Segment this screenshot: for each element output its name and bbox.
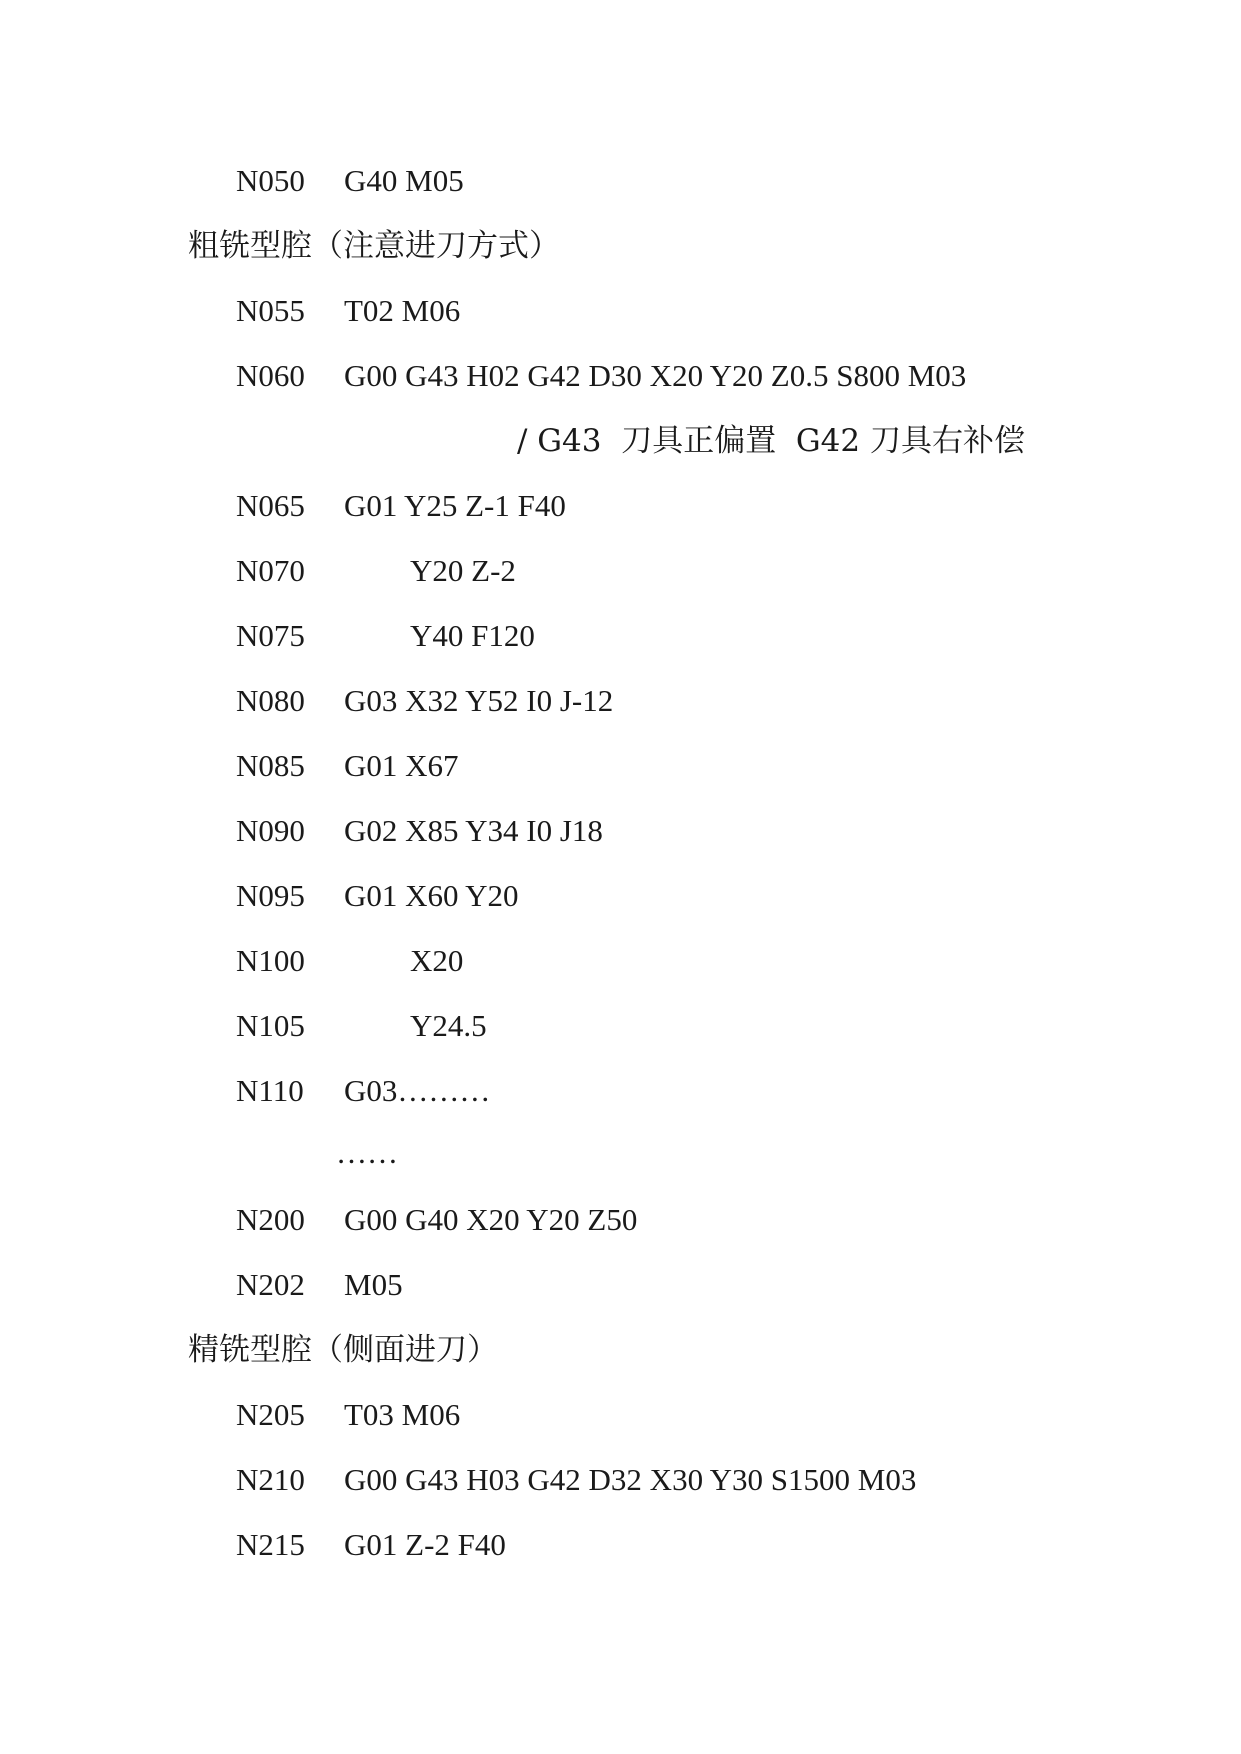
code-text: T02 M06 bbox=[344, 293, 461, 328]
code-text: T03 M06 bbox=[344, 1397, 461, 1432]
line-number: N090 bbox=[236, 813, 305, 848]
code-text: Y40 F120 bbox=[410, 618, 535, 653]
line-number: N080 bbox=[236, 683, 305, 718]
code-text: G01 X67 bbox=[344, 748, 459, 783]
line-number: N215 bbox=[236, 1527, 305, 1562]
line-number: N075 bbox=[236, 618, 305, 653]
line-number: N060 bbox=[236, 358, 305, 393]
code-text: G00 G43 H03 G42 D32 X30 Y30 S1500 M03 bbox=[344, 1462, 917, 1497]
line-number: N105 bbox=[236, 1008, 305, 1043]
line-number: N055 bbox=[236, 293, 305, 328]
section-heading: 精铣型腔（侧面进刀） bbox=[188, 1332, 498, 1368]
line-number: N050 bbox=[236, 163, 305, 198]
code-text: G01 Z-2 F40 bbox=[344, 1527, 506, 1562]
code-text: G40 M05 bbox=[344, 163, 464, 198]
code-text: M05 bbox=[344, 1267, 403, 1302]
line-number: N095 bbox=[236, 878, 305, 913]
code-text: X20 bbox=[410, 943, 464, 978]
code-text: Y24.5 bbox=[410, 1008, 487, 1043]
code-text: G02 X85 Y34 I0 J18 bbox=[344, 813, 603, 848]
section-heading: 粗铣型腔（注意进刀方式） bbox=[188, 228, 560, 264]
code-text: G01 X60 Y20 bbox=[344, 878, 519, 913]
code-text: G03……… bbox=[344, 1073, 491, 1108]
ellipsis-continuation: …… bbox=[336, 1135, 398, 1170]
line-number: N200 bbox=[236, 1202, 305, 1237]
line-number: N070 bbox=[236, 553, 305, 588]
line-number: N202 bbox=[236, 1267, 305, 1302]
line-number: N205 bbox=[236, 1397, 305, 1432]
code-text: Y20 Z-2 bbox=[410, 553, 516, 588]
code-text: G03 X32 Y52 I0 J-12 bbox=[344, 683, 614, 718]
line-number: N100 bbox=[236, 943, 305, 978]
line-number: N110 bbox=[236, 1073, 304, 1108]
code-comment: / G43 刀具正偏置 G42 刀具右补偿 bbox=[517, 423, 1025, 459]
line-number: N210 bbox=[236, 1462, 305, 1497]
code-text: G00 G40 X20 Y20 Z50 bbox=[344, 1202, 638, 1237]
code-text: G01 Y25 Z-1 F40 bbox=[344, 488, 566, 523]
line-number: N065 bbox=[236, 488, 305, 523]
code-text: G00 G43 H02 G42 D30 X20 Y20 Z0.5 S800 M03 bbox=[344, 358, 967, 393]
line-number: N085 bbox=[236, 748, 305, 783]
